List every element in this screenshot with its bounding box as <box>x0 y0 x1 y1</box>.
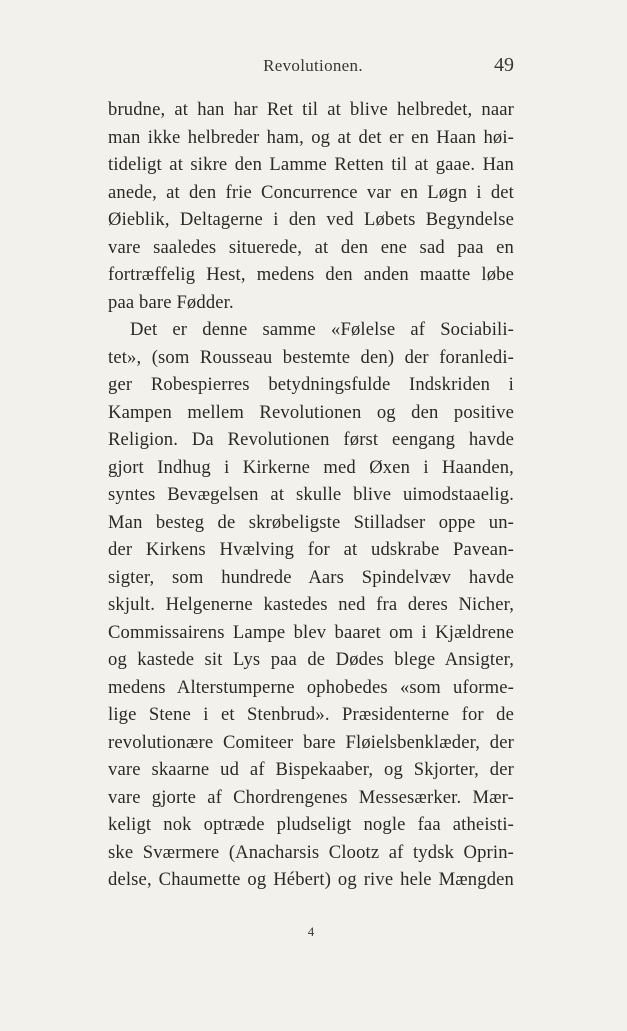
text-line: ske Sværmere (Anacharsis Clootz af tydsk Oprin- <box>108 841 514 863</box>
signature-mark: 4 <box>307 924 315 939</box>
text-line: revolutionære Comiteer bare Fløielsbenklæder, der <box>108 731 514 753</box>
text-line: lige Stene i et Stenbrud». Præsidenterne for de <box>108 704 514 725</box>
text-line: og kastede sit Lys paa de Dødes blege Ansigter, <box>108 649 514 670</box>
text-line: skjult. Helgenerne kastedes ned fra deres Nicher, <box>108 594 514 615</box>
text-line: tet», (som Rousseau bestemte den) der foranledi- <box>108 346 514 368</box>
text-line: tideligt at sikre den Lamme Retten til at gaae. Han <box>108 154 514 175</box>
text-line: Øieblik, Deltagerne i den ved Løbets Begyndelse <box>108 209 514 230</box>
text-line: vare gjorte af Chordrengenes Messesærker. Mær- <box>108 786 514 808</box>
running-title: Revolutionen. <box>263 56 363 75</box>
text-line: vare skaarne ud af Bispekaaber, og Skjorter, der <box>108 759 514 780</box>
text-line: der Kirkens Hvælving for at udskrabe Pavean- <box>108 539 514 560</box>
text-line: medens Alterstumperne ophobedes «som uforme- <box>108 676 514 698</box>
text-line: vare saaledes situerede, at den ene sad paa en <box>108 236 514 258</box>
text-line: Man besteg de skrøbeligste Stilladser oppe un- <box>108 511 514 533</box>
text-line: brudne, at han har Ret til at blive helbredet, naar <box>108 99 514 120</box>
text-line: sigter, som hundrede Aars Spindelvæv havde <box>108 566 514 588</box>
text-line: Det er denne samme «Følelse af Sociabili- <box>130 319 514 340</box>
text-line: Kampen mellem Revolutionen og den positive <box>108 401 514 423</box>
text-line: Commissairens Lampe blev baaret om i Kjældrene <box>108 621 514 643</box>
text-line: fortræffelig Hest, medens den anden maatte løbe <box>108 264 514 285</box>
page-number: 49 <box>494 54 514 76</box>
text-line: anede, at den frie Concurrence var en Løgn i det <box>108 181 514 203</box>
text-line: gjort Indhug i Kirkerne med Øxen i Haanden, <box>108 456 514 478</box>
text-line: man ikke helbreder ham, og at det er en Haan høi- <box>108 126 514 148</box>
text-line: ger Robespierres betydningsfulde Indskriden i <box>108 374 514 395</box>
text-line: syntes Bevægelsen at skulle blive uimodstaaelig. <box>108 484 514 505</box>
body-text <box>108 96 514 894</box>
text-line: delse, Chaumette og Hébert) og rive hele Mængden <box>108 869 514 890</box>
text-line: paa bare Fødder. <box>108 291 234 313</box>
text-line: keligt nok optræde pludseligt nogle faa atheisti- <box>108 814 514 835</box>
running-head <box>108 56 518 78</box>
text-line: Religion. Da Revolutionen først eengang havde <box>108 429 514 450</box>
